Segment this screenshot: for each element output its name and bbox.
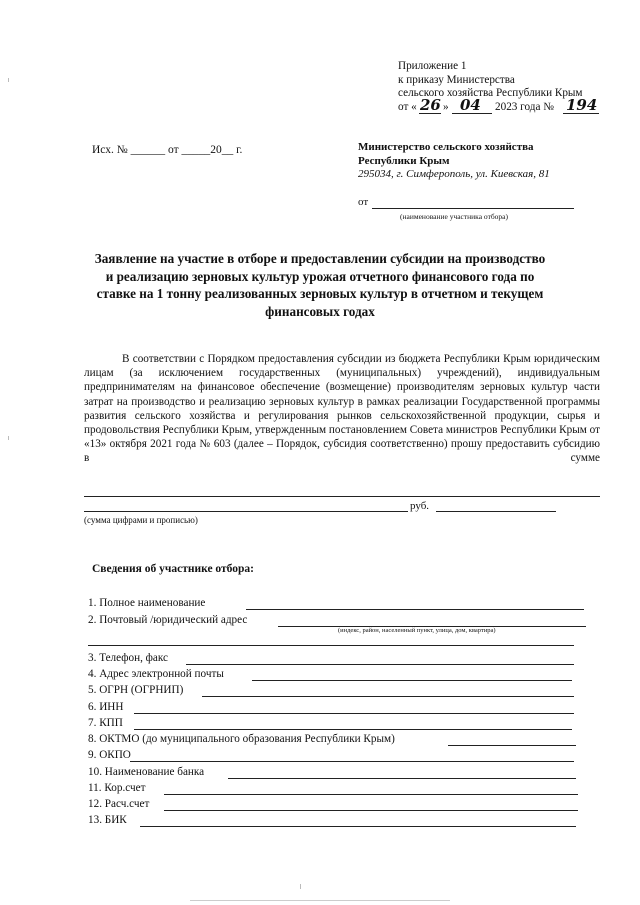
field-input-3[interactable] bbox=[186, 664, 574, 665]
field-input-1[interactable] bbox=[246, 609, 584, 610]
field-label-13: 13. БИК bbox=[88, 814, 127, 826]
scan-mark bbox=[8, 78, 9, 82]
ministry-name-line-2: Республики Крым bbox=[358, 154, 450, 167]
field-input-8[interactable] bbox=[448, 745, 576, 746]
field-input-11[interactable] bbox=[164, 794, 578, 795]
appendix-day-handwritten: 26 bbox=[420, 96, 441, 114]
from-label: от bbox=[358, 196, 369, 208]
field-label-4: 4. Адрес электронной почты bbox=[88, 668, 224, 680]
ministry-name-line-1: Министерство сельского хозяйства bbox=[358, 141, 534, 153]
appendix-month-handwritten: 04 bbox=[460, 96, 481, 114]
from-caption: (наименование участника отбора) bbox=[400, 212, 508, 221]
scan-mark bbox=[190, 900, 450, 901]
appendix-block bbox=[398, 60, 583, 101]
field-label-5: 5. ОГРН (ОГРНИП) bbox=[88, 684, 184, 696]
application-paragraph: В соответствии с Порядком предоставления субсидии из бюджета Республики Крым юридическим лицам (за исключением государственных (муниципальных) учреждений), индивидуальным предпринимателям на финансовое обеспечение (возмещение) производителям зерновых культур части затрат на производство и реализацию зерновых культур в рамках реализации Государственной программы развития сельского хозяйства и регулирования рынков сельскохозяйственной продукции, сырья и продовольствия Республики Крым, утвержденным постановлением Совета министров Республики Крым от «13» октября 2021 года № 603 (далее – Порядок, субсидия соответственно) прошу предоставить субсидию в сумме bbox=[84, 353, 600, 465]
appendix-date-prefix: от « bbox=[398, 101, 417, 113]
sum-field-line-1[interactable] bbox=[84, 496, 600, 497]
field-label-8: 8. ОКТМО (до муниципального образования Республики Крым) bbox=[88, 733, 395, 745]
scan-mark bbox=[8, 436, 9, 440]
kopecks-field[interactable] bbox=[436, 511, 556, 512]
field-input-12[interactable] bbox=[164, 810, 578, 811]
appendix-year-text: 2023 года № bbox=[495, 101, 554, 113]
field-input-6[interactable] bbox=[134, 713, 574, 714]
participant-info-heading: Сведения об участнике отбора: bbox=[92, 563, 254, 575]
appendix-line-3: сельского хозяйства Республики Крым bbox=[398, 87, 583, 100]
field-label-12: 12. Расч.счет bbox=[88, 798, 150, 810]
field-input-7[interactable] bbox=[134, 729, 572, 730]
appendix-number-handwritten: 194 bbox=[566, 96, 598, 114]
scan-mark bbox=[300, 884, 301, 889]
field-input-5[interactable] bbox=[202, 696, 574, 697]
field-label-9: 9. ОКПО bbox=[88, 749, 131, 761]
address-continuation-field[interactable] bbox=[88, 645, 574, 646]
field-input-4[interactable] bbox=[252, 680, 572, 681]
address-caption: (индекс, район, населенный пункт, улица, дом, квартира) bbox=[338, 627, 496, 634]
field-label-2: 2. Почтовый /юридический адрес bbox=[88, 614, 248, 626]
addressee-block bbox=[358, 141, 550, 182]
field-label-7: 7. КПП bbox=[88, 717, 123, 729]
appendix-line-1: Приложение 1 bbox=[398, 60, 467, 72]
field-label-3: 3. Телефон, факс bbox=[88, 652, 169, 664]
field-input-13[interactable] bbox=[140, 826, 576, 827]
application-body bbox=[84, 352, 600, 466]
field-label-10: 10. Наименование банка bbox=[88, 766, 205, 778]
from-participant-field[interactable] bbox=[372, 208, 574, 209]
field-input-9[interactable] bbox=[130, 761, 574, 762]
rub-label: руб. bbox=[410, 500, 430, 512]
ministry-address: 295034, г. Симферополь, ул. Киевская, 81 bbox=[358, 168, 550, 180]
field-label-11: 11. Кор.счет bbox=[88, 782, 146, 794]
sum-caption: (сумма цифрами и прописью) bbox=[84, 515, 198, 525]
field-input-10[interactable] bbox=[228, 778, 576, 779]
field-label-6: 6. ИНН bbox=[88, 701, 124, 713]
sum-field-line-2[interactable] bbox=[84, 511, 408, 512]
appendix-date-sep: » bbox=[443, 101, 449, 113]
appendix-line-2: к приказу Министерства bbox=[398, 73, 515, 86]
field-label-1: 1. Полное наименование bbox=[88, 597, 206, 609]
outgoing-reference: Исх. № ______ от _____20__ г. bbox=[92, 144, 243, 156]
document-title: Заявление на участие в отборе и предоставлении субсидии на производство и реализацию зерновых культур урожая отчетного финансового года по ставке на 1 тонну реализованных зерновых культур в отчетном и текущем финансовых годах bbox=[94, 251, 546, 319]
